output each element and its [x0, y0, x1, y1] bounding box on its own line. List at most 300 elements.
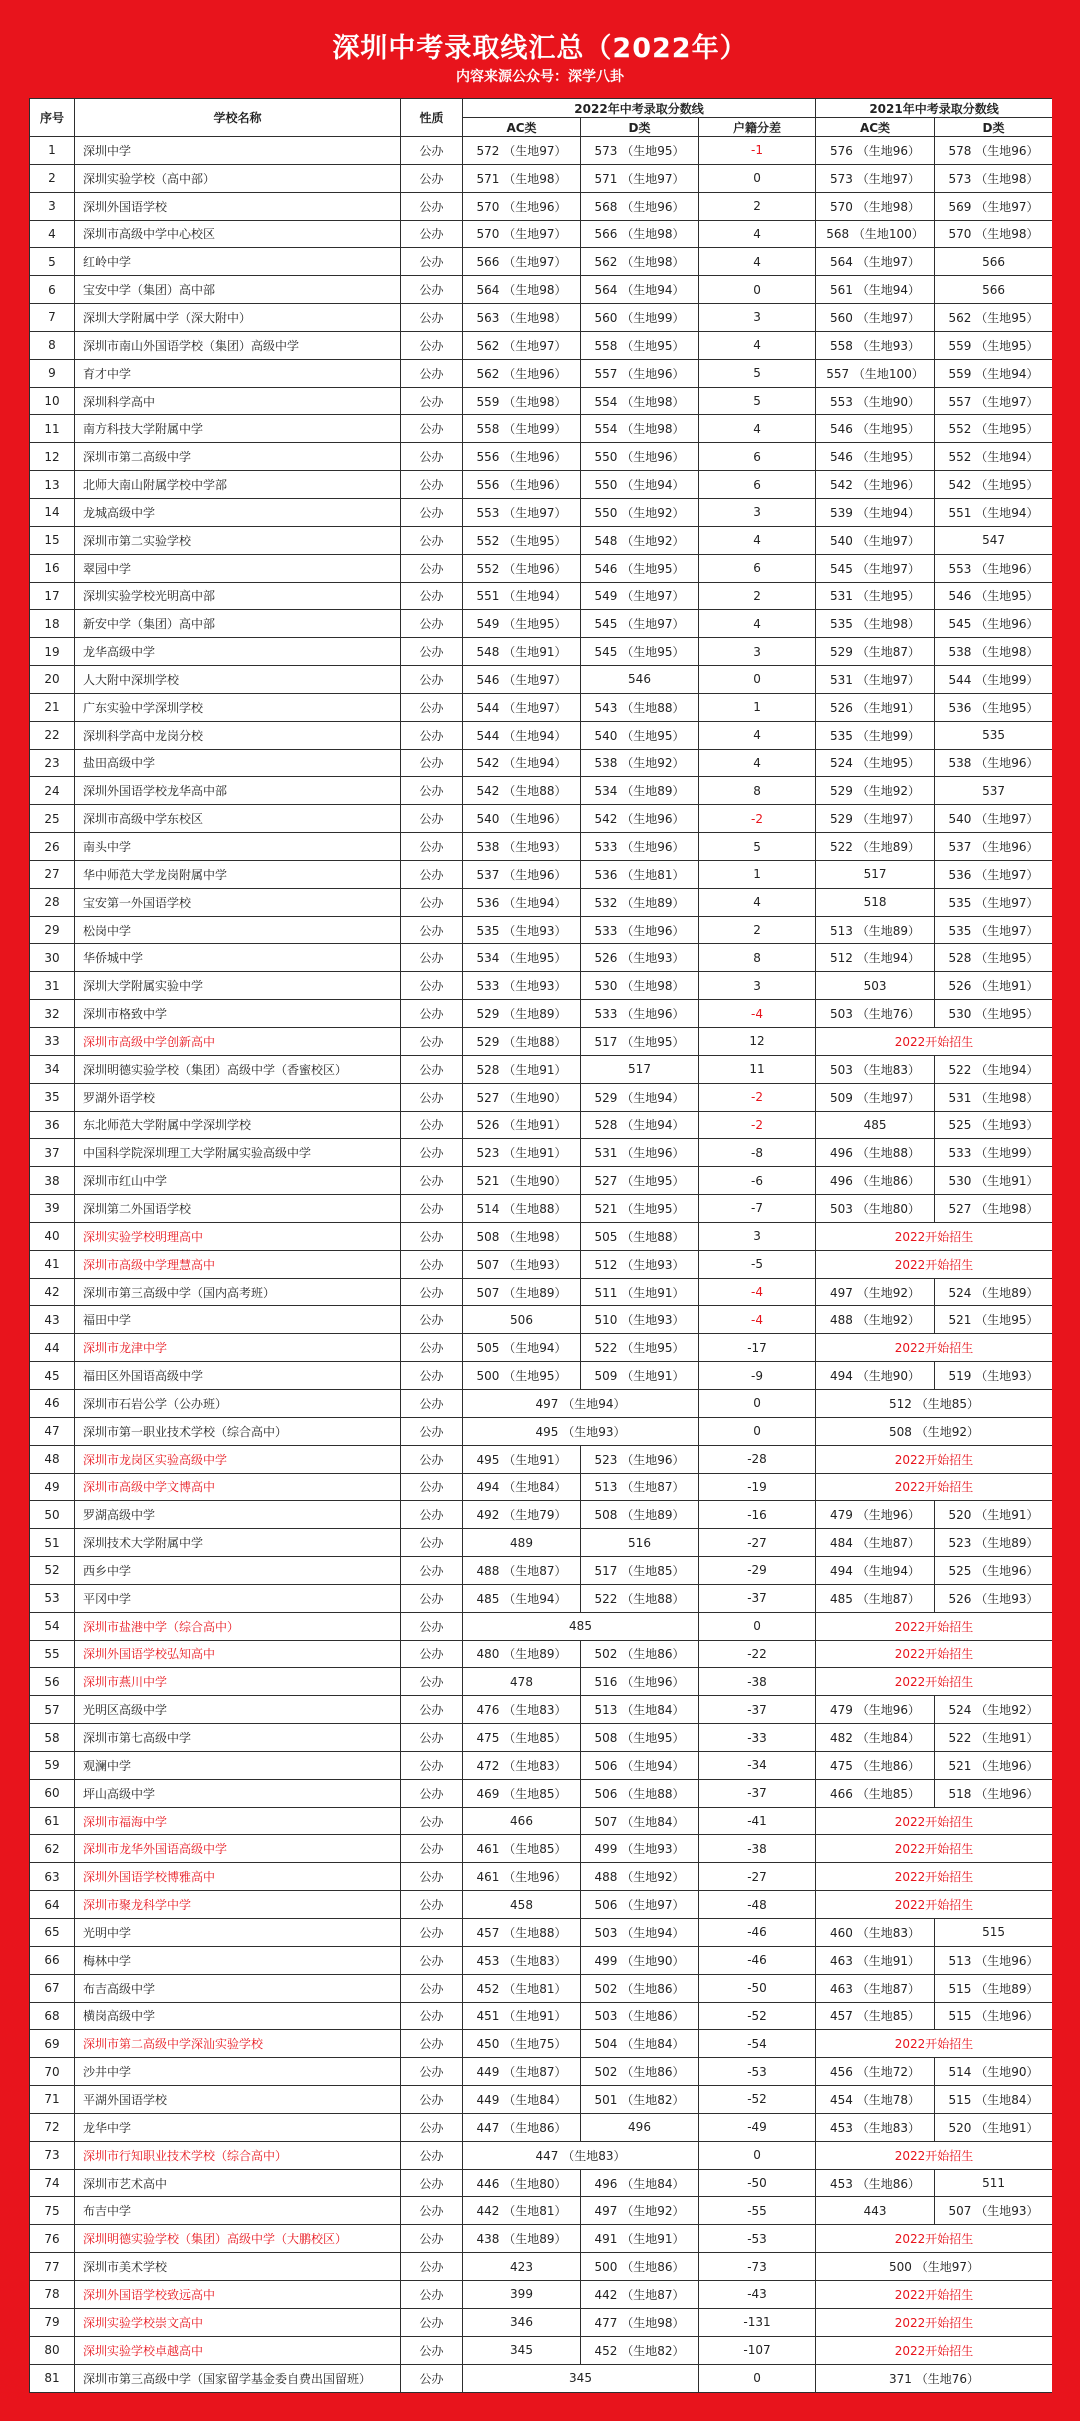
- school-name: 罗湖高级中学: [75, 1501, 401, 1529]
- row-index: 2: [30, 164, 75, 192]
- row-index: 43: [30, 1306, 75, 1334]
- score-2022-ac: 526 （生地91）: [463, 1111, 581, 1139]
- score-2021-d: 538 （生地96）: [935, 749, 1052, 777]
- school-name: 华中师范大学龙岗附属中学: [75, 860, 401, 888]
- table-row: [30, 610, 1053, 638]
- school-nature: 公办: [401, 526, 463, 554]
- school-nature: 公办: [401, 1696, 463, 1724]
- school-nature: 公办: [401, 1612, 463, 1640]
- score-2021-ac: 466 （生地85）: [816, 1779, 935, 1807]
- school-nature: 公办: [401, 2253, 463, 2281]
- col-header-index: 序号: [30, 99, 75, 137]
- score-2021-d: 540 （生地97）: [935, 805, 1052, 833]
- row-index: 19: [30, 638, 75, 666]
- hukou-gap: 1: [699, 693, 816, 721]
- school-name: 龙城高级中学: [75, 498, 401, 526]
- hukou-gap: 4: [699, 610, 816, 638]
- score-2021-ac: 513 （生地89）: [816, 916, 935, 944]
- score-2021-ac: 529 （生地97）: [816, 805, 935, 833]
- school-name: 深圳实验学校光明高中部: [75, 582, 401, 610]
- school-name: 福田中学: [75, 1306, 401, 1334]
- table-row: [30, 1557, 1053, 1585]
- score-2021-ac: 485 （生地87）: [816, 1584, 935, 1612]
- enroll-note: 2022开始招生: [816, 1835, 1052, 1863]
- score-2022-ac: 345: [463, 2336, 581, 2364]
- school-name: 深圳市第三高级中学（国家留学基金委自费出国留班）: [75, 2364, 401, 2393]
- row-index: 48: [30, 1445, 75, 1473]
- school-name: 光明中学: [75, 1919, 401, 1947]
- page-subtitle: 内容来源公众号：深学八卦: [456, 69, 624, 85]
- score-2021-d: 569 （生地97）: [935, 192, 1052, 220]
- table-row: [30, 582, 1053, 610]
- school-nature: 公办: [401, 1389, 463, 1417]
- score-2022-ac: 558 （生地99）: [463, 415, 581, 443]
- hukou-gap: 3: [699, 498, 816, 526]
- score-2022-d: 502 （生地86）: [581, 1974, 699, 2002]
- row-index: 78: [30, 2280, 75, 2308]
- score-2021-d: 562 （生地95）: [935, 304, 1052, 332]
- table-row: [30, 498, 1053, 526]
- school-name: 深圳市南山外国语学校（集团）高级中学: [75, 331, 401, 359]
- school-nature: 公办: [401, 693, 463, 721]
- school-name: 广东实验中学深圳学校: [75, 693, 401, 721]
- score-2022-ac: 556 （生地96）: [463, 471, 581, 499]
- table-row: [30, 2253, 1053, 2281]
- school-name: 深圳市艺术高中: [75, 2169, 401, 2197]
- score-2021-d: 515 （生地84）: [935, 2086, 1052, 2114]
- table-row: [30, 638, 1053, 666]
- row-index: 60: [30, 1779, 75, 1807]
- score-2021-ac: 456 （生地72）: [816, 2058, 935, 2086]
- school-name: 松岗中学: [75, 916, 401, 944]
- score-2021-d: 524 （生地92）: [935, 1696, 1052, 1724]
- score-2021-ac: 522 （生地89）: [816, 833, 935, 861]
- hukou-gap: 0: [699, 2141, 816, 2169]
- score-2022-d: 545 （生地97）: [581, 610, 699, 638]
- school-nature: 公办: [401, 749, 463, 777]
- score-2022-ac: 533 （生地93）: [463, 972, 581, 1000]
- school-nature: 公办: [401, 498, 463, 526]
- school-name: 育才中学: [75, 359, 401, 387]
- score-2022-d: 532 （生地89）: [581, 888, 699, 916]
- school-name: 深圳实验学校（高中部）: [75, 164, 401, 192]
- row-index: 11: [30, 415, 75, 443]
- hukou-gap: 1: [699, 860, 816, 888]
- table-row: [30, 1974, 1053, 2002]
- row-index: 76: [30, 2225, 75, 2253]
- table-row: [30, 1445, 1053, 1473]
- school-nature: 公办: [401, 1529, 463, 1557]
- page-header: [0, 0, 1080, 98]
- school-name: 深圳市第二高级中学: [75, 443, 401, 471]
- score-2022-ac: 553 （生地97）: [463, 498, 581, 526]
- score-2022-d: 557 （生地96）: [581, 359, 699, 387]
- school-name: 观澜中学: [75, 1751, 401, 1779]
- school-nature: 公办: [401, 1334, 463, 1362]
- score-2022-ac: 528 （生地91）: [463, 1055, 581, 1083]
- hukou-gap: -33: [699, 1724, 816, 1752]
- school-name: 深圳市格致中学: [75, 1000, 401, 1028]
- row-index: 6: [30, 276, 75, 304]
- school-name: 深圳市高级中学中心校区: [75, 220, 401, 248]
- hukou-gap: -43: [699, 2280, 816, 2308]
- hukou-gap: -52: [699, 2002, 816, 2030]
- school-nature: 公办: [401, 777, 463, 805]
- score-2021-ac: 535 （生地98）: [816, 610, 935, 638]
- hukou-gap: -48: [699, 1891, 816, 1919]
- school-nature: 公办: [401, 1139, 463, 1167]
- score-2021-ac: 503: [816, 972, 935, 1000]
- row-index: 81: [30, 2364, 75, 2393]
- hukou-gap: -37: [699, 1584, 816, 1612]
- school-nature: 公办: [401, 1779, 463, 1807]
- score-2021-d: 536 （生地95）: [935, 693, 1052, 721]
- table-row: [30, 1389, 1053, 1417]
- score-2022-d: 522 （生地88）: [581, 1584, 699, 1612]
- table-row: [30, 1863, 1053, 1891]
- score-2022-ac: 466: [463, 1807, 581, 1835]
- score-2022-ac: 478: [463, 1668, 581, 1696]
- score-2021-d: 527 （生地98）: [935, 1195, 1052, 1223]
- school-name: 深圳市龙津中学: [75, 1334, 401, 1362]
- score-2021-d: 525 （生地96）: [935, 1557, 1052, 1585]
- table-row: [30, 1055, 1053, 1083]
- row-index: 59: [30, 1751, 75, 1779]
- hukou-gap: -73: [699, 2253, 816, 2281]
- school-nature: 公办: [401, 1055, 463, 1083]
- score-2022-ac: 549 （生地95）: [463, 610, 581, 638]
- hukou-gap: 3: [699, 304, 816, 332]
- score-2021-ac: 479 （生地96）: [816, 1696, 935, 1724]
- school-nature: 公办: [401, 471, 463, 499]
- score-2022-d: 517 （生地95）: [581, 1028, 699, 1056]
- school-name: 深圳市行知职业技术学校（综合高中）: [75, 2141, 401, 2169]
- row-index: 64: [30, 1891, 75, 1919]
- row-index: 74: [30, 2169, 75, 2197]
- score-2022-combined: 485: [463, 1612, 699, 1640]
- score-2021-ac: 531 （生地97）: [816, 666, 935, 694]
- school-nature: 公办: [401, 1807, 463, 1835]
- score-2022-ac: 472 （生地83）: [463, 1751, 581, 1779]
- row-index: 12: [30, 443, 75, 471]
- row-index: 67: [30, 1974, 75, 2002]
- school-name: 华侨城中学: [75, 944, 401, 972]
- score-2021-ac: 539 （生地94）: [816, 498, 935, 526]
- score-2022-ac: 559 （生地98）: [463, 387, 581, 415]
- score-2022-ac: 480 （生地89）: [463, 1640, 581, 1668]
- score-2022-ac: 552 （生地96）: [463, 554, 581, 582]
- table-row: [30, 554, 1053, 582]
- hukou-gap: -54: [699, 2030, 816, 2058]
- score-2021-d: 528 （生地95）: [935, 944, 1052, 972]
- school-nature: 公办: [401, 1584, 463, 1612]
- score-2021-d: 570 （生地98）: [935, 220, 1052, 248]
- score-2021-d: 518 （生地96）: [935, 1779, 1052, 1807]
- score-2022-ac: 446 （生地80）: [463, 2169, 581, 2197]
- score-2021-ac: 564 （生地97）: [816, 248, 935, 276]
- score-2022-d: 496 （生地84）: [581, 2169, 699, 2197]
- hukou-gap: -53: [699, 2225, 816, 2253]
- score-2022-d: 506 （生地97）: [581, 1891, 699, 1919]
- table-row: [30, 1946, 1053, 1974]
- school-nature: 公办: [401, 721, 463, 749]
- score-2021-ac: 518: [816, 888, 935, 916]
- score-2022-d: 509 （生地91）: [581, 1362, 699, 1390]
- row-index: 65: [30, 1919, 75, 1947]
- score-2022-d: 536 （生地81）: [581, 860, 699, 888]
- score-2022-d: 502 （生地86）: [581, 1640, 699, 1668]
- score-2022-ac: 423: [463, 2253, 581, 2281]
- school-nature: 公办: [401, 1668, 463, 1696]
- school-name: 坪山高级中学: [75, 1779, 401, 1807]
- score-2022-d: 517 （生地85）: [581, 1557, 699, 1585]
- table-row: [30, 2308, 1053, 2336]
- school-nature: 公办: [401, 1557, 463, 1585]
- table-row: [30, 1167, 1053, 1195]
- table-row: [30, 1891, 1053, 1919]
- score-2022-d: 516 （生地96）: [581, 1668, 699, 1696]
- hukou-gap: -28: [699, 1445, 816, 1473]
- score-2022-ac: 495 （生地91）: [463, 1445, 581, 1473]
- row-index: 45: [30, 1362, 75, 1390]
- score-2022-d: 508 （生地89）: [581, 1501, 699, 1529]
- school-name: 红岭中学: [75, 248, 401, 276]
- score-2022-ac: 507 （生地89）: [463, 1278, 581, 1306]
- score-2022-d: 531 （生地96）: [581, 1139, 699, 1167]
- score-2021-d: 530 （生地91）: [935, 1167, 1052, 1195]
- school-name: 龙华高级中学: [75, 638, 401, 666]
- score-2022-ac: 542 （生地94）: [463, 749, 581, 777]
- hukou-gap: -107: [699, 2336, 816, 2364]
- row-index: 54: [30, 1612, 75, 1640]
- col-header-school: 学校名称: [75, 99, 401, 137]
- school-nature: 公办: [401, 1362, 463, 1390]
- score-2021-ac: 531 （生地95）: [816, 582, 935, 610]
- score-2021-d: 545 （生地96）: [935, 610, 1052, 638]
- school-nature: 公办: [401, 1919, 463, 1947]
- score-2021-d: 552 （生地95）: [935, 415, 1052, 443]
- school-name: 深圳科学高中: [75, 387, 401, 415]
- table-row: [30, 1501, 1053, 1529]
- row-index: 31: [30, 972, 75, 1000]
- score-2022-ac: 546 （生地97）: [463, 666, 581, 694]
- score-2022-d: 533 （生地96）: [581, 833, 699, 861]
- score-2021-ac: 497 （生地92）: [816, 1278, 935, 1306]
- row-index: 18: [30, 610, 75, 638]
- score-2021-d: 507 （生地93）: [935, 2197, 1052, 2225]
- score-2022-d: 517: [581, 1055, 699, 1083]
- school-nature: 公办: [401, 1640, 463, 1668]
- score-2021-d: 525 （生地93）: [935, 1111, 1052, 1139]
- row-index: 72: [30, 2113, 75, 2141]
- hukou-gap: -19: [699, 1473, 816, 1501]
- score-2021-d: 559 （生地94）: [935, 359, 1052, 387]
- score-2021-ac: 526 （生地91）: [816, 693, 935, 721]
- score-2021-d: 535 （生地97）: [935, 916, 1052, 944]
- score-2022-d: 499 （生地93）: [581, 1835, 699, 1863]
- row-index: 23: [30, 749, 75, 777]
- score-2021-d: 520 （生地91）: [935, 1501, 1052, 1529]
- score-2022-d: 550 （生地92）: [581, 498, 699, 526]
- score-2021-d: 538 （生地98）: [935, 638, 1052, 666]
- hukou-gap: 4: [699, 248, 816, 276]
- score-2021-ac: 509 （生地97）: [816, 1083, 935, 1111]
- table-row: [30, 1417, 1053, 1445]
- school-nature: 公办: [401, 2086, 463, 2114]
- hukou-gap: -53: [699, 2058, 816, 2086]
- table-row: [30, 1000, 1053, 1028]
- row-index: 62: [30, 1835, 75, 1863]
- row-index: 7: [30, 304, 75, 332]
- score-2022-ac: 438 （生地89）: [463, 2225, 581, 2253]
- row-index: 42: [30, 1278, 75, 1306]
- score-2021-d: 542 （生地95）: [935, 471, 1052, 499]
- score-2021-ac: 494 （生地90）: [816, 1362, 935, 1390]
- score-2022-ac: 442 （生地81）: [463, 2197, 581, 2225]
- score-2021-d: 515 （生地96）: [935, 2002, 1052, 2030]
- hukou-gap: 0: [699, 276, 816, 304]
- table-row: [30, 721, 1053, 749]
- score-2022-d: 500 （生地86）: [581, 2253, 699, 2281]
- school-name: 深圳市第二实验学校: [75, 526, 401, 554]
- table-row: [30, 666, 1053, 694]
- school-name: 深圳外国语学校博雅高中: [75, 1863, 401, 1891]
- table-row: [30, 276, 1053, 304]
- score-2021-ac: 560 （生地97）: [816, 304, 935, 332]
- school-nature: 公办: [401, 2197, 463, 2225]
- row-index: 79: [30, 2308, 75, 2336]
- row-index: 24: [30, 777, 75, 805]
- score-2021-ac: 503 （生地76）: [816, 1000, 935, 1028]
- school-name: 深圳明德实验学校（集团）高级中学（香蜜校区）: [75, 1055, 401, 1083]
- score-2021-d: 559 （生地95）: [935, 331, 1052, 359]
- row-index: 8: [30, 331, 75, 359]
- score-2022-ac: 507 （生地93）: [463, 1250, 581, 1278]
- hukou-gap: 4: [699, 888, 816, 916]
- score-2022-d: 530 （生地98）: [581, 972, 699, 1000]
- school-name: 南头中学: [75, 833, 401, 861]
- score-2022-d: 562 （生地98）: [581, 248, 699, 276]
- table-row: [30, 1696, 1053, 1724]
- table-row: [30, 1612, 1053, 1640]
- col-header-nature: 性质: [401, 99, 463, 137]
- score-2022-d: 505 （生地88）: [581, 1222, 699, 1250]
- score-2021-d: 578 （生地96）: [935, 137, 1052, 165]
- score-2022-ac: 500 （生地95）: [463, 1362, 581, 1390]
- score-2022-ac: 538 （生地93）: [463, 833, 581, 861]
- school-name: 深圳市高级中学创新高中: [75, 1028, 401, 1056]
- enroll-note: 2022开始招生: [816, 1473, 1052, 1501]
- table-row: [30, 1529, 1053, 1557]
- enroll-note: 2022开始招生: [816, 2030, 1052, 2058]
- score-2022-ac: 476 （生地83）: [463, 1696, 581, 1724]
- school-name: 翠园中学: [75, 554, 401, 582]
- row-index: 27: [30, 860, 75, 888]
- school-nature: 公办: [401, 1083, 463, 1111]
- table-row: [30, 1584, 1053, 1612]
- score-2021-d: 520 （生地91）: [935, 2113, 1052, 2141]
- score-2021-combined: 500 （生地97）: [816, 2253, 1052, 2281]
- school-nature: 公办: [401, 1222, 463, 1250]
- hukou-gap: -22: [699, 1640, 816, 1668]
- row-index: 75: [30, 2197, 75, 2225]
- hukou-gap: -38: [699, 1668, 816, 1696]
- row-index: 69: [30, 2030, 75, 2058]
- score-2022-d: 533 （生地96）: [581, 1000, 699, 1028]
- score-2022-ac: 570 （生地97）: [463, 220, 581, 248]
- row-index: 38: [30, 1167, 75, 1195]
- col-header-d-2021: D类: [935, 118, 1052, 137]
- score-2021-ac: 496 （生地86）: [816, 1167, 935, 1195]
- row-index: 55: [30, 1640, 75, 1668]
- hukou-gap: 0: [699, 666, 816, 694]
- school-nature: 公办: [401, 2280, 463, 2308]
- score-2022-d: 527 （生地95）: [581, 1167, 699, 1195]
- score-2022-ac: 346: [463, 2308, 581, 2336]
- score-2021-ac: 546 （生地95）: [816, 443, 935, 471]
- school-name: 中国科学院深圳理工大学附属实验高级中学: [75, 1139, 401, 1167]
- score-2022-d: 549 （生地97）: [581, 582, 699, 610]
- score-2021-d: 530 （生地95）: [935, 1000, 1052, 1028]
- table-row: [30, 833, 1053, 861]
- school-name: 沙井中学: [75, 2058, 401, 2086]
- score-2021-d: 536 （生地97）: [935, 860, 1052, 888]
- row-index: 32: [30, 1000, 75, 1028]
- score-2022-combined: 497 （生地94）: [463, 1389, 699, 1417]
- score-2021-ac: 488 （生地92）: [816, 1306, 935, 1334]
- hukou-gap: -17: [699, 1334, 816, 1362]
- school-nature: 公办: [401, 860, 463, 888]
- school-nature: 公办: [401, 1278, 463, 1306]
- score-2021-d: 533 （生地99）: [935, 1139, 1052, 1167]
- score-2022-ac: 544 （生地97）: [463, 693, 581, 721]
- row-index: 1: [30, 137, 75, 165]
- school-nature: 公办: [401, 443, 463, 471]
- score-2022-ac: 521 （生地90）: [463, 1167, 581, 1195]
- school-nature: 公办: [401, 1863, 463, 1891]
- school-nature: 公办: [401, 220, 463, 248]
- row-index: 21: [30, 693, 75, 721]
- score-2022-d: 506 （生地88）: [581, 1779, 699, 1807]
- school-name: 北师大南山附属学校中学部: [75, 471, 401, 499]
- school-name: 宝安第一外国语学校: [75, 888, 401, 916]
- score-2021-d: 573 （生地98）: [935, 164, 1052, 192]
- score-2022-combined: 345: [463, 2364, 699, 2393]
- score-table-body: [30, 137, 1053, 2393]
- col-header-d-2022: D类: [581, 118, 699, 137]
- row-index: 14: [30, 498, 75, 526]
- enroll-note: 2022开始招生: [816, 2308, 1052, 2336]
- table-row: [30, 1306, 1053, 1334]
- school-nature: 公办: [401, 2308, 463, 2336]
- school-name: 新安中学（集团）高中部: [75, 610, 401, 638]
- table-row: [30, 1473, 1053, 1501]
- score-2022-d: 452 （生地82）: [581, 2336, 699, 2364]
- table-row: [30, 1724, 1053, 1752]
- score-2022-ac: 534 （生地95）: [463, 944, 581, 972]
- table-row: [30, 359, 1053, 387]
- score-2021-d: 522 （生地94）: [935, 1055, 1052, 1083]
- score-2022-d: 526 （生地93）: [581, 944, 699, 972]
- school-name: 深圳明德实验学校（集团）高级中学（大鹏校区）: [75, 2225, 401, 2253]
- hukou-gap: -7: [699, 1195, 816, 1223]
- score-2022-d: 542 （生地96）: [581, 805, 699, 833]
- school-name: 深圳市高级中学东校区: [75, 805, 401, 833]
- score-2021-d: 526 （生地93）: [935, 1584, 1052, 1612]
- score-2022-d: 534 （生地89）: [581, 777, 699, 805]
- hukou-gap: -1: [699, 137, 816, 165]
- school-nature: 公办: [401, 1028, 463, 1056]
